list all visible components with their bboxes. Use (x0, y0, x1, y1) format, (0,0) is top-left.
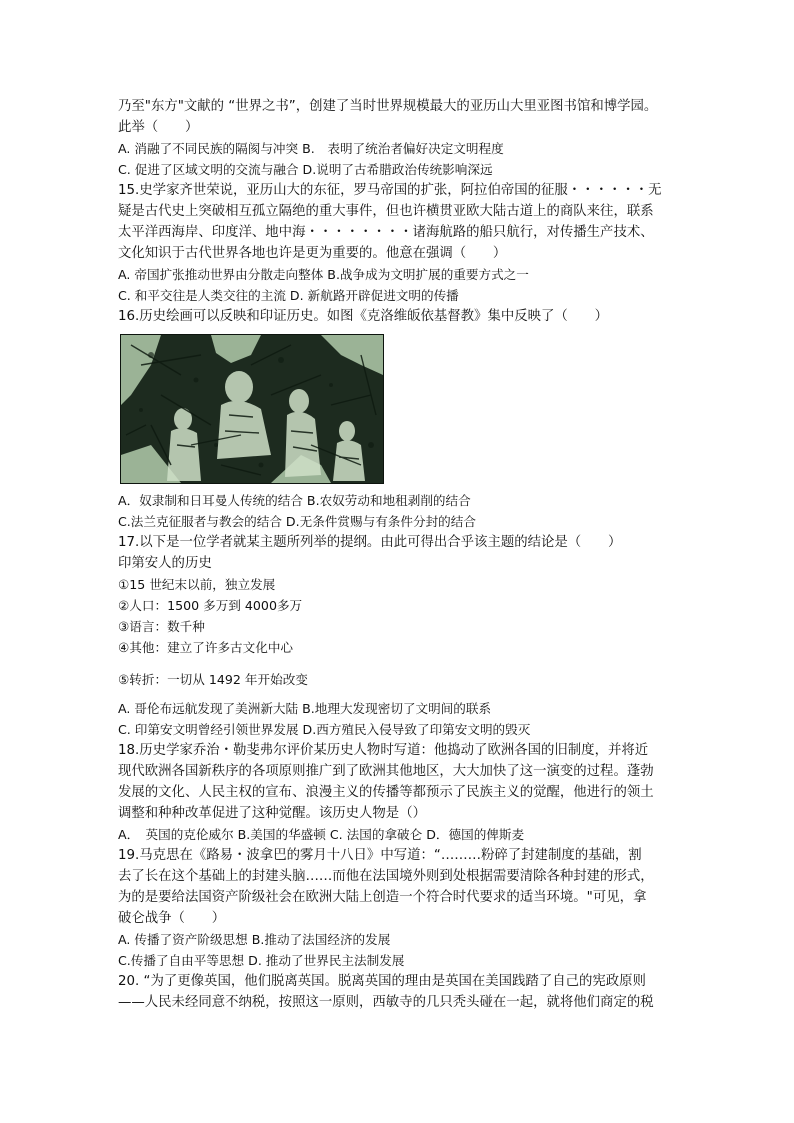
text-line: 此举（ ） (118, 120, 199, 135)
question-20: 20. “为了更像英国，他们脱离英国。脱离英国的理由是英国在美国践踏了自己的宪政原则 (118, 974, 646, 989)
question-18: 18.历史学家乔治・勒斐弗尔评价某历史人物时写道：他捣动了欧洲各国的旧制度，并将近 (118, 743, 649, 758)
option-line: A． 英国的克伦威尔 B.美国的华盛顿 C. 法国的拿破仑 D．德国的俾斯麦 (118, 827, 525, 842)
outline-title: 印第安人的历史 (118, 556, 212, 571)
question-15: 15.史学家齐世荣说，亚历山大的东征，罗马帝国的扩张，阿拉伯帝国的征服・・・・・・无 (118, 183, 662, 198)
text-line: 调整和种种改革促进了这种觉醒。该历史人物是（） (118, 806, 426, 821)
option-line: C. 印第安文明曾经引领世界发展 D.西方殖民入侵导致了印第安文明的毁灭 (118, 722, 531, 737)
question-19: 19.马克思在《路易・波拿巴的雾月十八日》中写道：“………粉碎了封建制度的基础，割 (118, 848, 642, 863)
option-line: A. 帝国扩张推动世界由分散走向整体 B.战争成为文明扩展的重要方式之一 (118, 267, 529, 282)
option-line: C.传播了自由平等思想 D. 推动了世界民主法制发展 (118, 953, 405, 968)
outline-item: ⑤转折：一切从 1492 年开始改变 (118, 672, 308, 687)
clovis-baptism-illustration (120, 334, 384, 484)
outline-item: ②人口：1500 多万到 4000多万 (118, 598, 303, 613)
option-line: C. 和平交往是人类交往的主流 D. 新航路开辟促进文明的传播 (118, 288, 459, 303)
text-line: 现代欧洲各国新秩序的各项原则推广到了欧洲其他地区，大大加快了这一演变的过程。蓬勃 (118, 764, 654, 779)
option-line: A．奴隶制和日耳曼人传统的结合 B.农奴劳动和地租剥削的结合 (118, 493, 471, 508)
question-16: 16.历史绘画可以反映和印证历史。如图《克洛维皈依基督教》集中反映了（ ） (118, 309, 608, 324)
text-line: 疑是古代史上突破相互孤立隔绝的重大事件，但也许横贯亚欧大陆古道上的商队来往，联系 (118, 204, 654, 219)
text-line: 发展的文化、人民主权的宣布、浪漫主义的传播等都预示了民族主义的觉醒，他进行的领土 (118, 785, 654, 800)
text-line: ——人民未经同意不纳税，按照这一原则，西敏寺的几只秃头碰在一起，就将他们商定的税 (118, 995, 654, 1010)
text-line: 去了长在这个基础上的封建头脑……而他在法国境外则到处根据需要清除各种封建的形式， (118, 869, 654, 884)
option-line: A. 哥伦布远航发现了美洲新大陆 B.地理大发现密切了文明间的联系 (118, 701, 492, 716)
text-line: 太平洋西海岸、印度洋、地中海・・・・・・・・诸海航路的船只航行，对传播生产技术、 (118, 225, 654, 240)
outline-item: ①15 世纪末以前，独立发展 (118, 577, 276, 592)
text-line: 乃至"东方"文献的 “世界之书”，创建了当时世界规模最大的亚历山大里亚图书馆和博学园。 (118, 99, 658, 114)
option-line: A. 消融了不同民族的隔阂与冲突 B. 表明了统治者偏好决定文明程度 (118, 141, 504, 156)
option-line: C.法兰克征服者与教会的结合 D.无条件赏赐与有条件分封的结合 (118, 514, 476, 529)
text-line: 文化知识于古代世界各地也许是更为重要的。他意在强调（ ） (118, 246, 507, 261)
question-17: 17.以下是一位学者就某主题所列举的提纲。由此可得出合乎该主题的结论是（ ） (118, 535, 622, 550)
outline-item: ④其他：建立了许多古文化中心 (118, 640, 294, 655)
option-line: C. 促进了区域文明的交流与融合 D.说明了古希腊政治传统影响深远 (118, 162, 493, 177)
text-line: 为的是要给法国资产阶级社会在欧洲大陆上创造一个符合时代要求的适当环境。"可见，拿 (118, 890, 647, 905)
outline-item: ③语言：数千种 (118, 619, 205, 634)
text-line: 破仑战争（ ） (118, 911, 226, 926)
option-line: A. 传播了资产阶级思想 B.推动了法国经济的发展 (118, 932, 391, 947)
